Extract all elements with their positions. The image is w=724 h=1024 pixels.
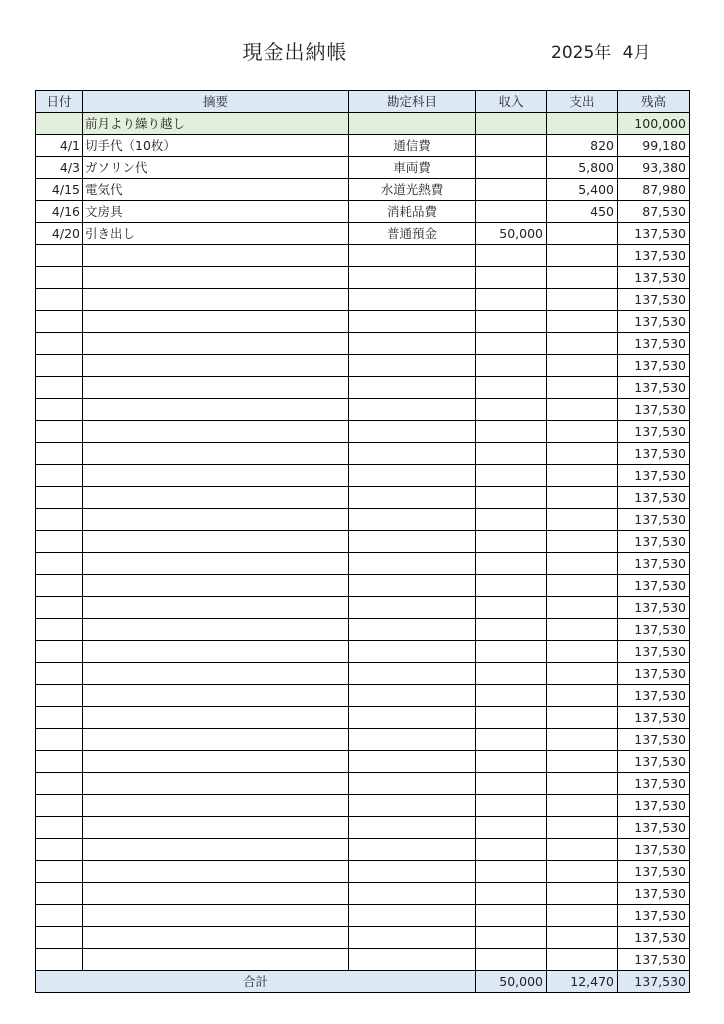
cell-description[interactable]: 切手代（10枚） xyxy=(83,135,349,157)
cell-balance[interactable]: 99,180 xyxy=(618,135,690,157)
cell-income[interactable] xyxy=(476,949,547,971)
cell-account[interactable] xyxy=(349,729,476,751)
cell-expense[interactable] xyxy=(547,949,618,971)
cell-income[interactable] xyxy=(476,421,547,443)
header-expense: 支出 xyxy=(547,91,618,113)
cell-account[interactable]: 車両費 xyxy=(349,157,476,179)
empty-ledger-row xyxy=(36,685,690,707)
cell-account[interactable] xyxy=(349,465,476,487)
empty-ledger-row xyxy=(36,267,690,289)
cell-description[interactable] xyxy=(83,839,349,861)
empty-ledger-row xyxy=(36,663,690,685)
cell-description[interactable] xyxy=(83,641,349,663)
cell-balance[interactable]: 137,530 xyxy=(618,311,690,333)
cell-balance[interactable]: 137,530 xyxy=(618,553,690,575)
cell-date[interactable] xyxy=(36,355,83,377)
cell-expense[interactable] xyxy=(547,421,618,443)
cell-income[interactable] xyxy=(476,597,547,619)
cell-description[interactable] xyxy=(83,421,349,443)
cell-expense[interactable]: 5,800 xyxy=(547,157,618,179)
cell-balance[interactable]: 137,530 xyxy=(618,773,690,795)
cell-expense[interactable] xyxy=(547,223,618,245)
cell-income[interactable] xyxy=(476,135,547,157)
empty-ledger-row xyxy=(36,707,690,729)
cell-description[interactable] xyxy=(83,399,349,421)
cell-income[interactable] xyxy=(476,201,547,223)
cell-date[interactable] xyxy=(36,509,83,531)
cell-expense[interactable]: 5,400 xyxy=(547,179,618,201)
cell-description[interactable] xyxy=(83,487,349,509)
cell-expense[interactable] xyxy=(547,509,618,531)
cell-balance[interactable]: 137,530 xyxy=(618,355,690,377)
empty-ledger-row xyxy=(36,333,690,355)
empty-ledger-row xyxy=(36,399,690,421)
cell-date[interactable] xyxy=(36,839,83,861)
cell-account[interactable]: 消耗品費 xyxy=(349,201,476,223)
cell-description[interactable]: 引き出し xyxy=(83,223,349,245)
cell-date[interactable] xyxy=(36,883,83,905)
cell-expense[interactable] xyxy=(547,553,618,575)
cell-account[interactable] xyxy=(349,245,476,267)
totals-expense: 12,470 xyxy=(547,971,618,993)
cell-description[interactable] xyxy=(83,465,349,487)
header-income: 収入 xyxy=(476,91,547,113)
cash-ledger-table xyxy=(35,90,690,993)
cell-income[interactable] xyxy=(476,795,547,817)
period-month: 4月 xyxy=(622,43,651,63)
cell-expense[interactable] xyxy=(547,817,618,839)
cell-date[interactable] xyxy=(36,399,83,421)
cell-description[interactable] xyxy=(83,663,349,685)
cell-account[interactable] xyxy=(349,905,476,927)
cell-date[interactable] xyxy=(36,531,83,553)
cell-description[interactable] xyxy=(83,685,349,707)
cell-income[interactable] xyxy=(476,465,547,487)
cell-expense[interactable] xyxy=(547,839,618,861)
cell-account[interactable] xyxy=(349,641,476,663)
cell-date[interactable] xyxy=(36,267,83,289)
cell-account[interactable] xyxy=(349,839,476,861)
cell-account[interactable] xyxy=(349,817,476,839)
cell-expense[interactable] xyxy=(547,729,618,751)
cell-balance[interactable]: 93,380 xyxy=(618,157,690,179)
empty-ledger-row xyxy=(36,883,690,905)
cell-income[interactable] xyxy=(476,839,547,861)
cell-date[interactable]: 4/16 xyxy=(36,201,83,223)
cell-expense[interactable] xyxy=(547,663,618,685)
empty-ledger-row xyxy=(36,751,690,773)
cell-date[interactable] xyxy=(36,817,83,839)
cell-balance[interactable]: 87,530 xyxy=(618,201,690,223)
cell-expense[interactable] xyxy=(547,641,618,663)
cell-balance[interactable]: 137,530 xyxy=(618,289,690,311)
cell-account[interactable] xyxy=(349,377,476,399)
header-account: 勘定科目 xyxy=(349,91,476,113)
cell-description[interactable] xyxy=(83,773,349,795)
empty-ledger-row xyxy=(36,289,690,311)
cell-income[interactable] xyxy=(476,355,547,377)
cell-balance[interactable]: 137,530 xyxy=(618,465,690,487)
cell-account[interactable] xyxy=(349,575,476,597)
empty-ledger-row xyxy=(36,839,690,861)
cell-date[interactable] xyxy=(36,465,83,487)
cell-balance[interactable]: 137,530 xyxy=(618,377,690,399)
empty-ledger-row xyxy=(36,641,690,663)
cell-date[interactable] xyxy=(36,421,83,443)
ledger-row xyxy=(36,157,690,179)
cell-income[interactable] xyxy=(476,553,547,575)
cell-account[interactable]: 水道光熱費 xyxy=(349,179,476,201)
cell-description[interactable] xyxy=(83,817,349,839)
cell-income[interactable] xyxy=(476,817,547,839)
cell-account[interactable] xyxy=(349,927,476,949)
cell-income[interactable] xyxy=(476,729,547,751)
cell-income[interactable] xyxy=(476,575,547,597)
empty-ledger-row xyxy=(36,311,690,333)
cell-balance[interactable]: 137,530 xyxy=(618,795,690,817)
cell-income[interactable] xyxy=(476,245,547,267)
cell-description[interactable] xyxy=(83,333,349,355)
carry-over-row xyxy=(36,113,690,135)
cell-account[interactable] xyxy=(349,949,476,971)
cell-description[interactable] xyxy=(83,245,349,267)
cell-description[interactable] xyxy=(83,355,349,377)
header-description: 摘要 xyxy=(83,91,349,113)
cell-description[interactable]: 文房具 xyxy=(83,201,349,223)
cell-account[interactable] xyxy=(349,795,476,817)
cell-expense[interactable]: 450 xyxy=(547,201,618,223)
cell-account[interactable] xyxy=(349,113,476,135)
cell-date[interactable] xyxy=(36,641,83,663)
cell-expense[interactable] xyxy=(547,289,618,311)
cell-account[interactable] xyxy=(349,333,476,355)
cell-account[interactable] xyxy=(349,553,476,575)
cell-income[interactable] xyxy=(476,487,547,509)
cell-expense[interactable] xyxy=(547,619,618,641)
cell-income[interactable] xyxy=(476,663,547,685)
cell-expense[interactable] xyxy=(547,795,618,817)
cell-date[interactable] xyxy=(36,905,83,927)
cell-balance[interactable]: 137,530 xyxy=(618,707,690,729)
empty-ledger-row xyxy=(36,553,690,575)
cell-date[interactable] xyxy=(36,663,83,685)
ledger-row xyxy=(36,223,690,245)
empty-ledger-row xyxy=(36,575,690,597)
ledger-row xyxy=(36,135,690,157)
cell-expense[interactable] xyxy=(547,597,618,619)
empty-ledger-row xyxy=(36,795,690,817)
totals-label: 合計 xyxy=(36,971,476,993)
cell-balance[interactable]: 100,000 xyxy=(618,113,690,135)
cell-description[interactable] xyxy=(83,509,349,531)
cell-description[interactable] xyxy=(83,729,349,751)
cell-expense[interactable] xyxy=(547,927,618,949)
cell-balance[interactable]: 137,530 xyxy=(618,531,690,553)
cell-account[interactable] xyxy=(349,619,476,641)
cell-date[interactable]: 4/1 xyxy=(36,135,83,157)
cell-balance[interactable]: 137,530 xyxy=(618,883,690,905)
header-row xyxy=(36,91,690,113)
cell-date[interactable] xyxy=(36,575,83,597)
cell-description[interactable]: 前月より繰り越し xyxy=(83,113,349,135)
cell-balance[interactable]: 137,530 xyxy=(618,619,690,641)
cell-income[interactable] xyxy=(476,443,547,465)
cell-expense[interactable] xyxy=(547,465,618,487)
cell-balance[interactable]: 137,530 xyxy=(618,729,690,751)
cell-income[interactable] xyxy=(476,113,547,135)
cell-account[interactable] xyxy=(349,399,476,421)
cell-expense[interactable] xyxy=(547,685,618,707)
cell-expense[interactable] xyxy=(547,773,618,795)
cell-income[interactable] xyxy=(476,619,547,641)
cell-date[interactable] xyxy=(36,619,83,641)
cell-balance[interactable]: 137,530 xyxy=(618,861,690,883)
cell-expense[interactable] xyxy=(547,443,618,465)
cell-account[interactable]: 通信費 xyxy=(349,135,476,157)
cell-income[interactable] xyxy=(476,377,547,399)
cell-description[interactable] xyxy=(83,927,349,949)
cell-income[interactable] xyxy=(476,751,547,773)
empty-ledger-row xyxy=(36,729,690,751)
cell-account[interactable] xyxy=(349,509,476,531)
cell-description[interactable] xyxy=(83,751,349,773)
ledger-row xyxy=(36,179,690,201)
cell-income[interactable] xyxy=(476,861,547,883)
cell-expense[interactable] xyxy=(547,245,618,267)
cell-account[interactable] xyxy=(349,707,476,729)
cell-expense[interactable] xyxy=(547,333,618,355)
cell-account[interactable] xyxy=(349,751,476,773)
cell-expense[interactable] xyxy=(547,267,618,289)
empty-ledger-row xyxy=(36,597,690,619)
cell-description[interactable]: ガソリン代 xyxy=(83,157,349,179)
cell-date[interactable] xyxy=(36,685,83,707)
cell-description[interactable] xyxy=(83,377,349,399)
cell-date[interactable] xyxy=(36,751,83,773)
cell-account[interactable] xyxy=(349,531,476,553)
cell-date[interactable] xyxy=(36,333,83,355)
cell-description[interactable] xyxy=(83,861,349,883)
cell-account[interactable] xyxy=(349,773,476,795)
cell-expense[interactable] xyxy=(547,883,618,905)
cell-description[interactable] xyxy=(83,707,349,729)
cell-description[interactable] xyxy=(83,619,349,641)
cell-account[interactable]: 普通預金 xyxy=(349,223,476,245)
cell-balance[interactable]: 137,530 xyxy=(618,421,690,443)
empty-ledger-row xyxy=(36,443,690,465)
cell-balance[interactable]: 137,530 xyxy=(618,685,690,707)
cell-date[interactable] xyxy=(36,443,83,465)
totals-balance: 137,530 xyxy=(618,971,690,993)
cell-description[interactable] xyxy=(83,575,349,597)
cell-account[interactable] xyxy=(349,861,476,883)
cell-expense[interactable] xyxy=(547,751,618,773)
empty-ledger-row xyxy=(36,377,690,399)
cell-balance[interactable]: 137,530 xyxy=(618,663,690,685)
cell-date[interactable] xyxy=(36,927,83,949)
empty-ledger-row xyxy=(36,421,690,443)
cell-date[interactable]: 4/15 xyxy=(36,179,83,201)
cell-account[interactable] xyxy=(349,685,476,707)
cell-income[interactable]: 50,000 xyxy=(476,223,547,245)
empty-ledger-row xyxy=(36,949,690,971)
cell-date[interactable] xyxy=(36,377,83,399)
cell-account[interactable] xyxy=(349,883,476,905)
cell-income[interactable] xyxy=(476,333,547,355)
cell-income[interactable] xyxy=(476,311,547,333)
cell-date[interactable] xyxy=(36,311,83,333)
cell-description[interactable] xyxy=(83,795,349,817)
cell-date[interactable] xyxy=(36,487,83,509)
cell-balance[interactable]: 137,530 xyxy=(618,443,690,465)
empty-ledger-row xyxy=(36,905,690,927)
cell-description[interactable] xyxy=(83,905,349,927)
cell-income[interactable] xyxy=(476,399,547,421)
cell-description[interactable] xyxy=(83,443,349,465)
period-year: 2025年 xyxy=(551,43,612,63)
cell-expense[interactable] xyxy=(547,531,618,553)
cell-balance[interactable]: 137,530 xyxy=(618,839,690,861)
cell-date[interactable] xyxy=(36,729,83,751)
empty-ledger-row xyxy=(36,619,690,641)
cell-date[interactable] xyxy=(36,707,83,729)
empty-ledger-row xyxy=(36,245,690,267)
cell-balance[interactable]: 137,530 xyxy=(618,509,690,531)
cell-description[interactable] xyxy=(83,949,349,971)
cell-income[interactable] xyxy=(476,509,547,531)
cell-description[interactable]: 電気代 xyxy=(83,179,349,201)
cell-income[interactable] xyxy=(476,641,547,663)
cell-description[interactable] xyxy=(83,267,349,289)
cell-date[interactable] xyxy=(36,113,83,135)
cell-balance[interactable]: 137,530 xyxy=(618,575,690,597)
cell-income[interactable] xyxy=(476,267,547,289)
cell-account[interactable] xyxy=(349,289,476,311)
cell-expense[interactable] xyxy=(547,399,618,421)
cell-date[interactable]: 4/20 xyxy=(36,223,83,245)
cell-date[interactable] xyxy=(36,245,83,267)
cell-balance[interactable]: 137,530 xyxy=(618,487,690,509)
cell-expense[interactable] xyxy=(547,575,618,597)
empty-ledger-row xyxy=(36,531,690,553)
ledger-period xyxy=(551,38,651,63)
cell-balance[interactable]: 137,530 xyxy=(618,751,690,773)
cell-account[interactable] xyxy=(349,487,476,509)
cell-balance[interactable]: 137,530 xyxy=(618,399,690,421)
cell-date[interactable] xyxy=(36,861,83,883)
cell-income[interactable] xyxy=(476,289,547,311)
cell-income[interactable] xyxy=(476,179,547,201)
empty-ledger-row xyxy=(36,817,690,839)
cell-date[interactable] xyxy=(36,795,83,817)
empty-ledger-row xyxy=(36,773,690,795)
cell-balance[interactable]: 87,980 xyxy=(618,179,690,201)
totals-row xyxy=(36,971,690,993)
cell-expense[interactable] xyxy=(547,487,618,509)
cell-balance[interactable]: 137,530 xyxy=(618,641,690,663)
empty-ledger-row xyxy=(36,927,690,949)
empty-ledger-row xyxy=(36,487,690,509)
cell-date[interactable] xyxy=(36,597,83,619)
cell-date[interactable] xyxy=(36,949,83,971)
cell-expense[interactable] xyxy=(547,707,618,729)
cell-balance[interactable]: 137,530 xyxy=(618,949,690,971)
cell-account[interactable] xyxy=(349,663,476,685)
cell-description[interactable] xyxy=(83,311,349,333)
cell-income[interactable] xyxy=(476,157,547,179)
cell-date[interactable] xyxy=(36,773,83,795)
cell-income[interactable] xyxy=(476,883,547,905)
cell-balance[interactable]: 137,530 xyxy=(618,267,690,289)
cell-expense[interactable] xyxy=(547,377,618,399)
empty-ledger-row xyxy=(36,355,690,377)
cell-balance[interactable]: 137,530 xyxy=(618,927,690,949)
cell-balance[interactable]: 137,530 xyxy=(618,817,690,839)
header-balance: 残高 xyxy=(618,91,690,113)
cell-income[interactable] xyxy=(476,905,547,927)
cell-income[interactable] xyxy=(476,707,547,729)
cell-expense[interactable]: 820 xyxy=(547,135,618,157)
cell-description[interactable] xyxy=(83,531,349,553)
empty-ledger-row xyxy=(36,509,690,531)
cell-description[interactable] xyxy=(83,597,349,619)
empty-ledger-row xyxy=(36,861,690,883)
cell-date[interactable] xyxy=(36,289,83,311)
cell-income[interactable] xyxy=(476,531,547,553)
ledger-title: 現金出納帳 xyxy=(242,40,348,64)
cell-balance[interactable]: 137,530 xyxy=(618,597,690,619)
cell-expense[interactable] xyxy=(547,311,618,333)
cell-balance[interactable]: 137,530 xyxy=(618,223,690,245)
cell-date[interactable] xyxy=(36,553,83,575)
cell-balance[interactable]: 137,530 xyxy=(618,905,690,927)
cell-account[interactable] xyxy=(349,421,476,443)
cell-account[interactable] xyxy=(349,311,476,333)
cell-expense[interactable] xyxy=(547,905,618,927)
empty-ledger-row xyxy=(36,465,690,487)
cell-balance[interactable]: 137,530 xyxy=(618,333,690,355)
cell-account[interactable] xyxy=(349,443,476,465)
cell-balance[interactable]: 137,530 xyxy=(618,245,690,267)
cell-income[interactable] xyxy=(476,773,547,795)
cell-description[interactable] xyxy=(83,289,349,311)
cell-income[interactable] xyxy=(476,927,547,949)
cell-expense[interactable] xyxy=(547,861,618,883)
cell-description[interactable] xyxy=(83,883,349,905)
cell-expense[interactable] xyxy=(547,113,618,135)
totals-income: 50,000 xyxy=(476,971,547,993)
cell-description[interactable] xyxy=(83,553,349,575)
cell-date[interactable]: 4/3 xyxy=(36,157,83,179)
cell-income[interactable] xyxy=(476,685,547,707)
header-date: 日付 xyxy=(36,91,83,113)
cell-account[interactable] xyxy=(349,267,476,289)
cell-expense[interactable] xyxy=(547,355,618,377)
cell-account[interactable] xyxy=(349,597,476,619)
ledger-row xyxy=(36,201,690,223)
cell-account[interactable] xyxy=(349,355,476,377)
